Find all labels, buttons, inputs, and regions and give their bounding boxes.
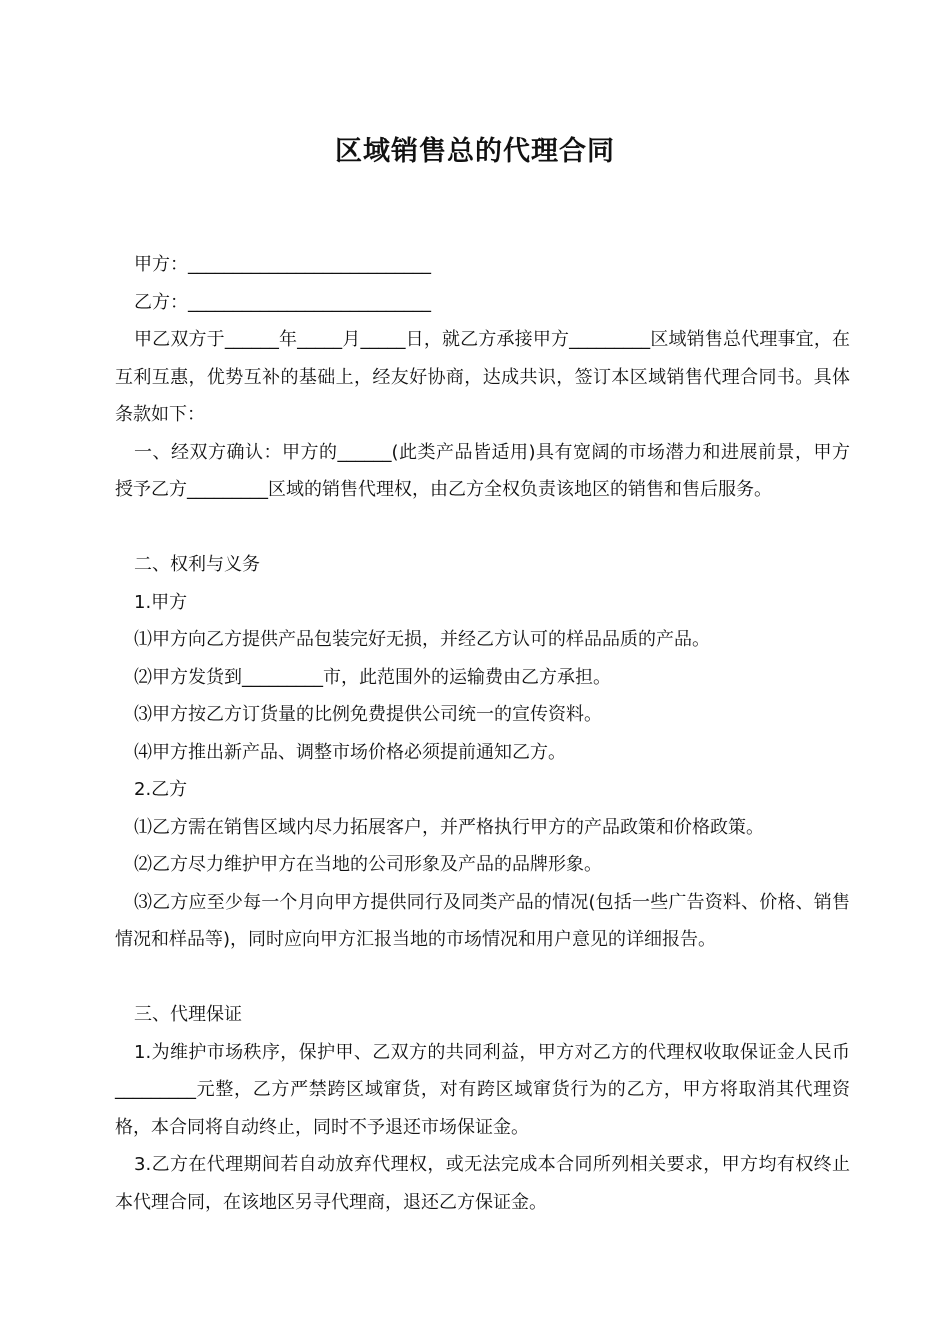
subsection-party-b: 2.乙方 [134, 779, 188, 800]
party-b-item-1: ⑴乙方需在销售区域内尽力拓展客户，并严格执行甲方的产品政策和价格政策。 [134, 816, 764, 838]
party-a-item-2: ⑵甲方发货到_________市，此范围外的运输费由乙方承担。 [134, 666, 611, 688]
guarantee-item-3: 3.乙方在代理期间若自动放弃代理权，或无法完成本合同所列相关要求，甲方均有权终止本代理合同，在该地区另寻代理商，退还乙方保证金。 [115, 1154, 850, 1213]
section-2-heading: 二、权利与义务 [134, 554, 260, 575]
document-title: 区域销售总的代理合同 [335, 136, 615, 167]
preamble-paragraph: 甲乙双方于______年_____月_____日，就乙方承接甲方_________区域销售总代理事宜，在互利互惠，优势互补的基础上，经友好协商，达成共识，签订本区域销售代理合同书。具体条款如下： [115, 329, 850, 425]
blank-line [115, 959, 850, 997]
party-b-item-3: ⑶乙方应至少每一个月向甲方提供同行及同类产品的情况(包括一些广告资料、价格、销售情况和样品等)，同时应向甲方汇报当地的市场情况和用户意见的详细报告。 [115, 891, 850, 950]
subsection-party-a: 1.甲方 [134, 591, 188, 613]
section-3-heading: 三、代理保证 [134, 1004, 242, 1025]
party-b-item-2: ⑵乙方尽力维护甲方在当地的公司形象及产品的品牌形象。 [134, 854, 602, 875]
guarantee-item-1: 1.为维护市场秩序，保护甲、乙双方的共同利益，甲方对乙方的代理权收取保证金人民币_________元整，乙方严禁跨区域窜货，对有跨区域窜货行为的乙方，甲方将取消其代理资格，本合同将自动终止，同时不予退还市场保证金。 [115, 1041, 850, 1138]
party-b-line: 乙方：___________________________ [134, 291, 431, 313]
party-a-item-4: ⑷甲方推出新产品、调整市场价格必须提前通知乙方。 [134, 741, 566, 763]
party-a-item-1: ⑴甲方向乙方提供产品包装完好无损，并经乙方认可的样品品质的产品。 [134, 629, 710, 650]
party-a-item-3: ⑶甲方按乙方订货量的比例免费提供公司统一的宣传资料。 [134, 704, 602, 725]
blank-line [115, 509, 850, 547]
party-a-line: 甲方：___________________________ [134, 254, 431, 275]
clause-1-paragraph: 一、经双方确认：甲方的______(此类产品皆适用)具有宽阔的市场潜力和进展前景，甲方授予乙方_________区域的销售代理权，由乙方全权负责该地区的销售和售后服务。 [115, 441, 850, 500]
document-body [115, 246, 850, 1221]
